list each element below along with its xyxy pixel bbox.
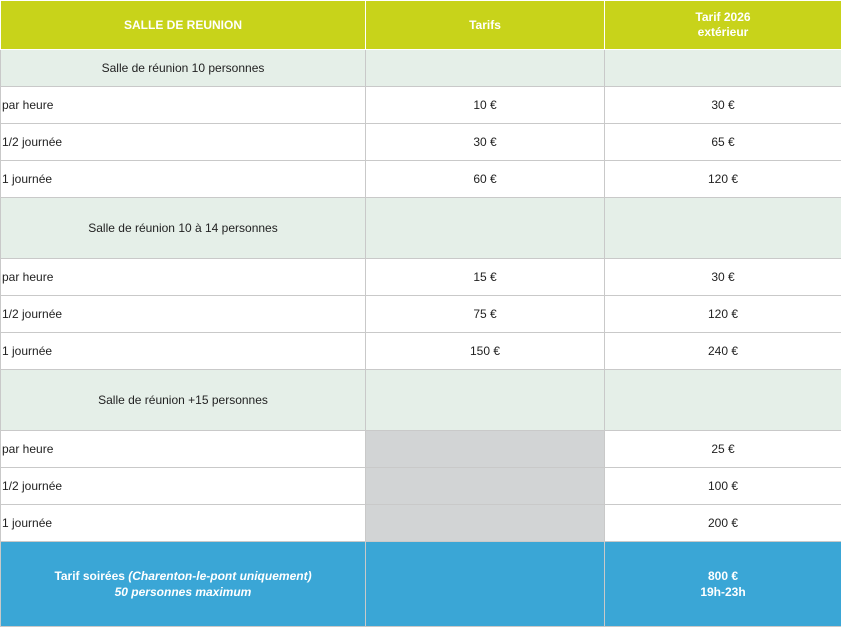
- section-title: Salle de réunion 10 à 14 personnes: [1, 198, 366, 259]
- row-label: 1/2 journée: [1, 468, 366, 505]
- row-tarif: 75 €: [366, 296, 605, 333]
- row-tarif: 60 €: [366, 161, 605, 198]
- header-exterieur: extérieur: [697, 25, 749, 39]
- footer-price: 800 €: [707, 569, 739, 583]
- section-empty-cell: [366, 50, 605, 87]
- table-row: [1, 161, 841, 198]
- row-exterieur: 30 €: [605, 87, 841, 124]
- table-row: [1, 259, 841, 296]
- row-exterieur: 200 €: [605, 505, 841, 542]
- table-row: [1, 431, 841, 468]
- footer-row: [1, 542, 841, 627]
- footer-empty-cell: [366, 542, 605, 627]
- row-label: 1 journée: [1, 505, 366, 542]
- section-empty-cell: [605, 50, 841, 87]
- header-tarif-year: Tarif 2026: [695, 10, 751, 24]
- table-row: [1, 87, 841, 124]
- row-tarif-unavailable: [366, 468, 605, 505]
- footer-hours: 19h-23h: [700, 585, 746, 599]
- row-exterieur: 65 €: [605, 124, 841, 161]
- footer-label: [1, 542, 366, 627]
- row-tarif-unavailable: [366, 431, 605, 468]
- row-label: 1/2 journée: [1, 124, 366, 161]
- row-label: par heure: [1, 259, 366, 296]
- section-empty-cell: [366, 370, 605, 431]
- row-label: 1 journée: [1, 333, 366, 370]
- row-label: par heure: [1, 431, 366, 468]
- section-row: [1, 50, 841, 87]
- footer-label-prefix: Tarif soirées: [54, 569, 129, 583]
- row-label: par heure: [1, 87, 366, 124]
- header-tarifs: Tarifs: [366, 1, 605, 50]
- footer-label-capacity: 50 personnes maximum: [114, 585, 252, 599]
- section-empty-cell: [366, 198, 605, 259]
- row-exterieur: 30 €: [605, 259, 841, 296]
- row-label: 1/2 journée: [1, 296, 366, 333]
- row-exterieur: 120 €: [605, 161, 841, 198]
- table-row: [1, 296, 841, 333]
- row-tarif: 10 €: [366, 87, 605, 124]
- section-row: [1, 370, 841, 431]
- row-exterieur: 25 €: [605, 431, 841, 468]
- section-empty-cell: [605, 198, 841, 259]
- header-tarif-exterieur: [605, 1, 841, 50]
- row-tarif: 15 €: [366, 259, 605, 296]
- table-row: [1, 505, 841, 542]
- header-room: SALLE DE REUNION: [1, 1, 366, 50]
- header-row: [1, 1, 841, 50]
- row-exterieur: 100 €: [605, 468, 841, 505]
- section-row: [1, 198, 841, 259]
- section-title: Salle de réunion +15 personnes: [1, 370, 366, 431]
- section-title: Salle de réunion 10 personnes: [1, 50, 366, 87]
- row-label: 1 journée: [1, 161, 366, 198]
- table-row: [1, 468, 841, 505]
- row-tarif: 30 €: [366, 124, 605, 161]
- row-exterieur: 120 €: [605, 296, 841, 333]
- footer-label-location: (Charenton-le-pont uniquement): [128, 569, 312, 583]
- row-exterieur: 240 €: [605, 333, 841, 370]
- footer-price-cell: [605, 542, 841, 627]
- table-row: [1, 124, 841, 161]
- row-tarif: 150 €: [366, 333, 605, 370]
- table-row: [1, 333, 841, 370]
- section-empty-cell: [605, 370, 841, 431]
- row-tarif-unavailable: [366, 505, 605, 542]
